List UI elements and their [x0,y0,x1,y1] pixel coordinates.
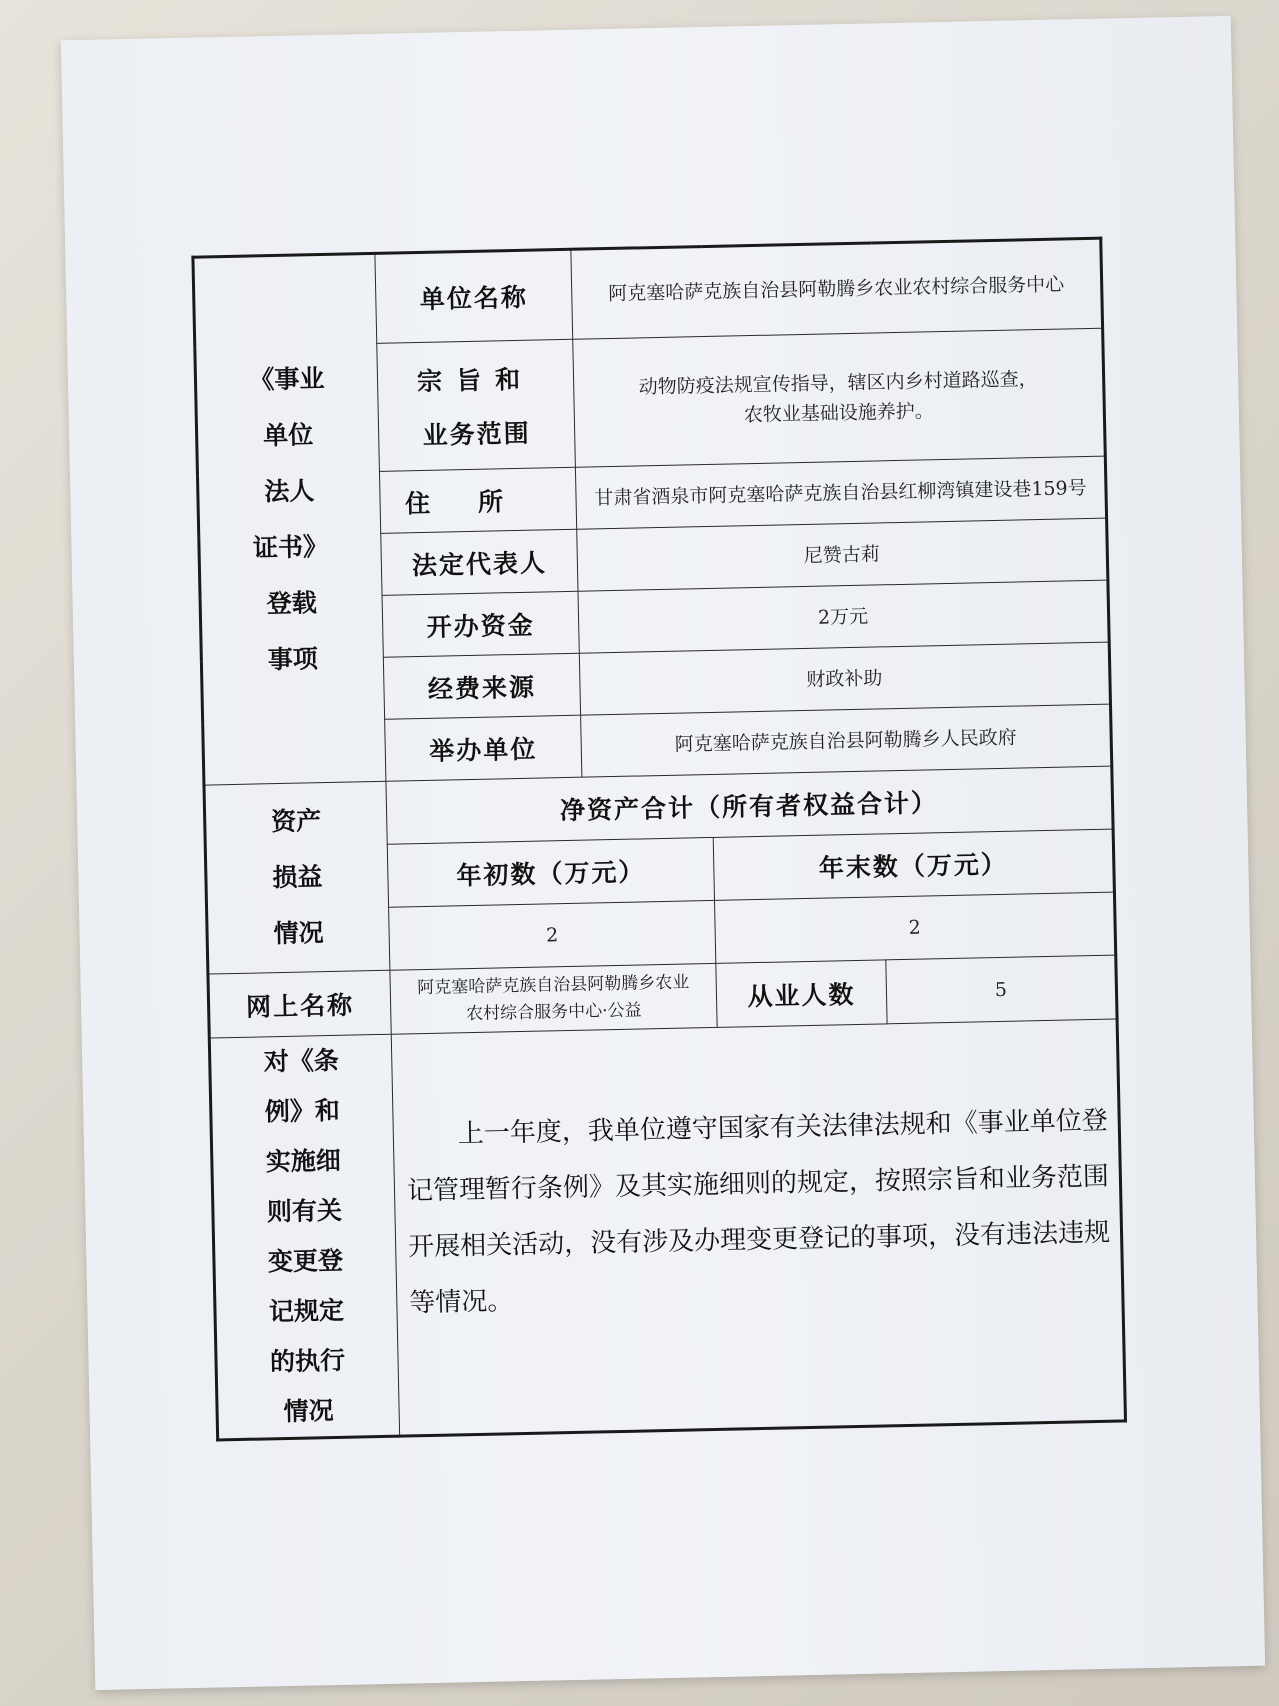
net-assets-header: 净资产合计（所有者权益合计） [386,766,1113,844]
label-unit-name: 单位名称 [375,249,573,343]
section-label-assets: 资产 损益 情况 [204,781,390,974]
label-purpose-scope: 宗旨和 业务范围 [377,339,576,471]
section-label-compliance: 对《条 例》和 实施细 则有关 变更登 记规定 的执行 情况 [209,1034,399,1440]
registration-form-table [191,237,1127,1442]
value-funding-source: 财政补助 [579,642,1110,715]
paper-sheet [61,16,1265,1690]
label-year-end: 年末数（万元） [713,829,1114,900]
value-online-name: 阿克塞哈萨克族自治县阿勒腾乡农业 农村综合服务中心·公益 [390,963,717,1034]
label-start-funds: 开办资金 [382,591,579,657]
label-address: 住所 [379,467,576,533]
value-purpose-scope: 动物防疫法规宣传指导，辖区内乡村道路巡查， 农牧业基础设施养护。 [573,328,1106,467]
label-legal-representative: 法定代表人 [381,529,578,595]
label-funding-source: 经费来源 [383,653,580,719]
row-compliance [209,1019,1125,1440]
section-label-certificate-items: 《事业 单位 法人 证书》 登载 事项 [193,253,386,785]
value-year-end: 2 [715,892,1116,963]
label-online-name: 网上名称 [208,970,391,1038]
label-sponsor-unit: 举办单位 [385,715,582,781]
value-start-funds: 2万元 [578,580,1109,653]
label-staff-count: 从业人数 [716,960,887,1028]
value-year-begin: 2 [389,900,716,970]
value-address: 甘肃省酒泉市阿克塞哈萨克族自治县红柳湾镇建设巷159号 [575,456,1106,529]
value-sponsor-unit: 阿克塞哈萨克族自治县阿勒腾乡人民政府 [581,704,1112,777]
label-year-begin: 年初数（万元） [387,837,714,907]
value-legal-representative: 尼赞古莉 [577,518,1108,591]
value-unit-name: 阿克塞哈萨克族自治县阿勒腾乡农业农村综合服务中心 [571,238,1103,339]
compliance-statement: 上一年度，我单位遵守国家有关法律法规和《事业单位登记管理暂行条例》及其实施细则的规定，按照宗旨和业务范围开展相关活动，没有涉及办理变更登记的事项，没有违法违规等情况。 [391,1019,1125,1436]
value-staff-count: 5 [886,955,1117,1024]
